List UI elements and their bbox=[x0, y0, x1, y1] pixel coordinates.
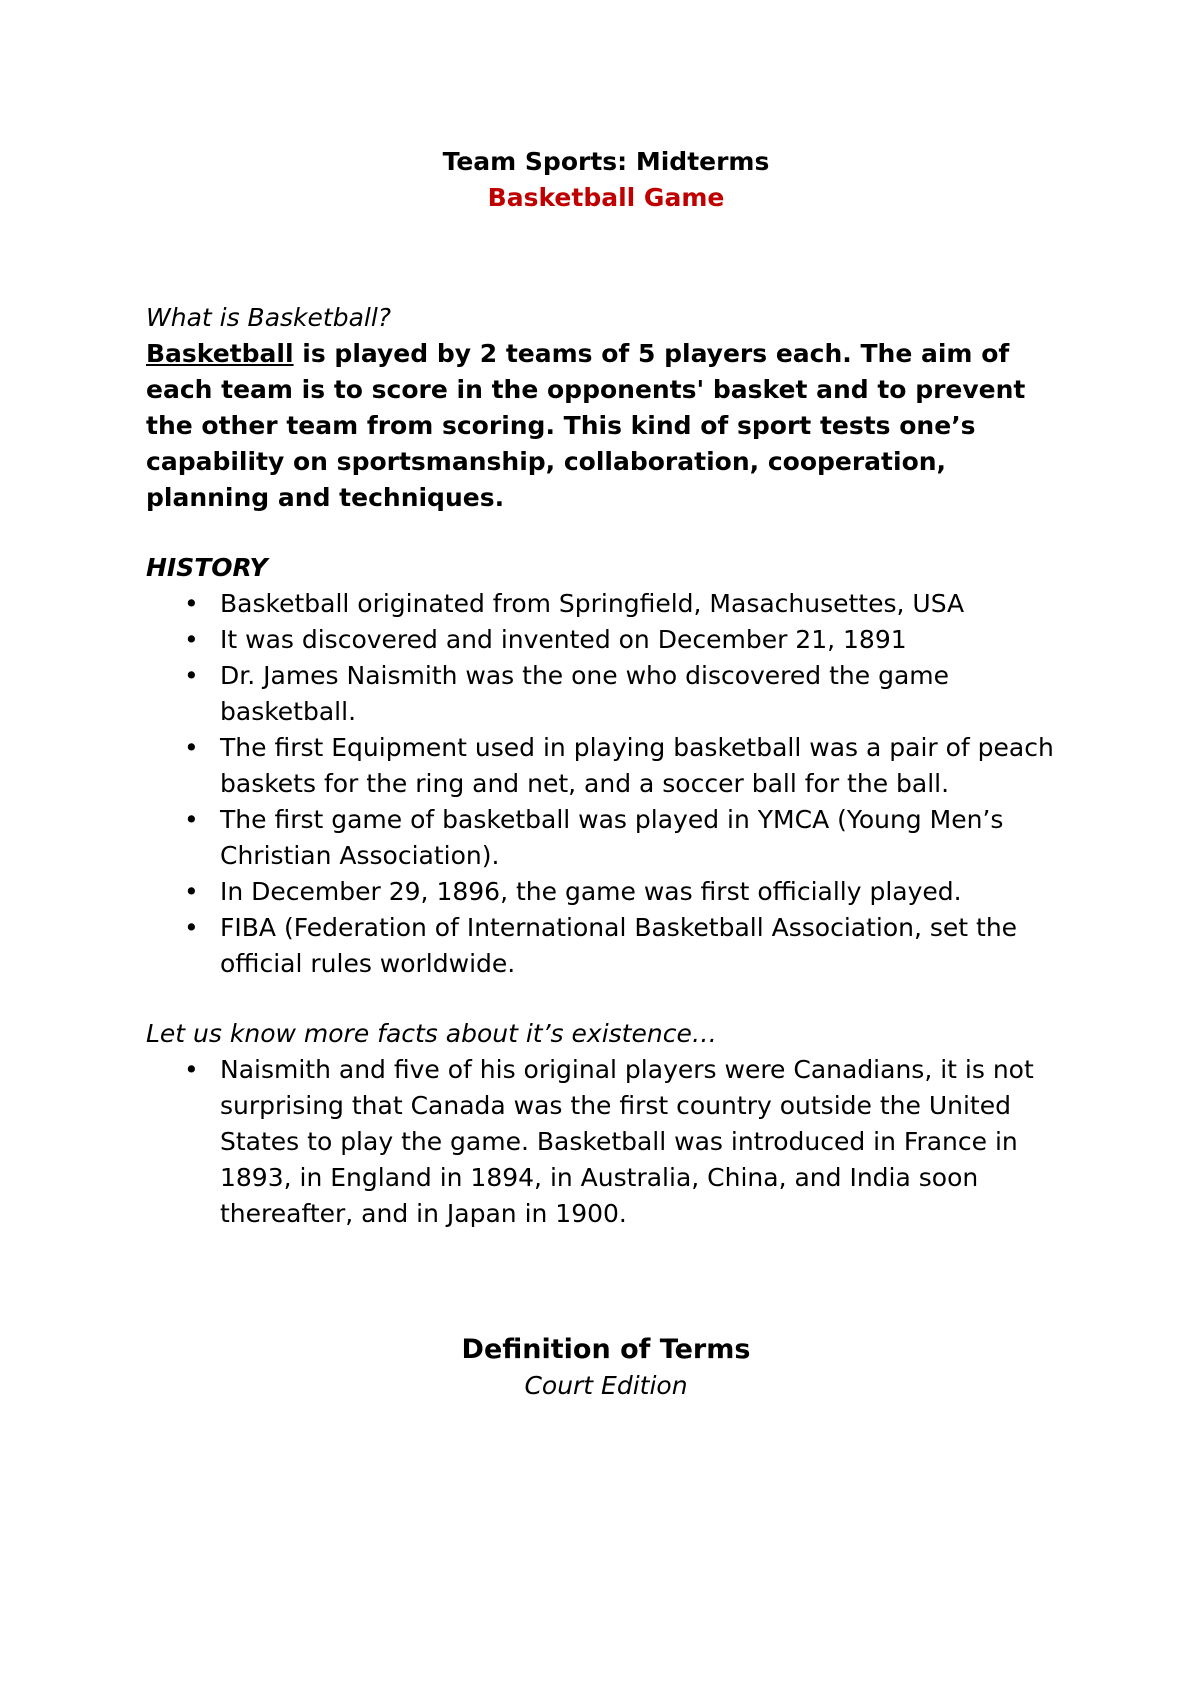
terms-section bbox=[146, 1332, 1066, 1404]
intro-question: What is Basketball? bbox=[146, 303, 392, 332]
intro-term: Basketball bbox=[146, 339, 294, 368]
history-item: • The first game of basketball was played in YMCA (Young Men’s Christian Association). bbox=[146, 802, 1070, 874]
history-item: • In December 29, 1896, the game was first officially played. bbox=[146, 874, 1070, 910]
document-page bbox=[146, 144, 1066, 1404]
history-item: • It was discovered and invented on December 21, 1891 bbox=[146, 622, 1070, 658]
intro-section bbox=[146, 300, 1066, 516]
history-item: • The first Equipment used in playing basketball was a pair of peach baskets for the ring and net, and a soccer ball for the ball. bbox=[146, 730, 1070, 802]
bullet-icon: • bbox=[184, 805, 199, 834]
facts-list bbox=[146, 1052, 1066, 1232]
intro-definition bbox=[146, 336, 1066, 516]
bullet-icon: • bbox=[184, 733, 199, 762]
bullet-icon: • bbox=[184, 625, 199, 654]
history-item: • Dr. James Naismith was the one who discovered the game basketball. bbox=[146, 658, 1070, 730]
bullet-icon: • bbox=[184, 913, 199, 942]
document-header bbox=[146, 144, 1066, 216]
history-item: • FIBA (Federation of International Basketball Association, set the official rules worldwide. bbox=[146, 910, 1070, 982]
bullet-icon: • bbox=[184, 877, 199, 906]
terms-subtitle: Court Edition bbox=[524, 1371, 688, 1400]
history-heading: HISTORY bbox=[146, 553, 268, 582]
facts-section bbox=[146, 1016, 1066, 1232]
history-item: • Basketball originated from Springfield, Masachusettes, USA bbox=[146, 586, 1070, 622]
document-title: Team Sports: Midterms bbox=[442, 147, 770, 176]
intro-definition-text: is played by 2 teams of 5 players each. The aim of each team is to score in the opponents' basket and to prevent the other team from scoring. This kind of sport tests one’s capability on sportsmanship, collaboration, cooperation, planning and techniques. bbox=[146, 339, 1026, 512]
bullet-icon: • bbox=[184, 589, 199, 618]
terms-title: Definition of Terms bbox=[461, 1334, 751, 1365]
bullet-icon: • bbox=[184, 1055, 199, 1084]
facts-item: • Naismith and five of his original players were Canadians, it is not surprising that Canada was the first country outside the United States to play the game. Basketball was introduced in France in 1893, in England in 1894, in Australia, China, and India soon thereafter, and in Japan in 1900. bbox=[146, 1052, 1070, 1232]
history-section bbox=[146, 550, 1066, 982]
document-subtitle: Basketball Game bbox=[487, 183, 725, 212]
history-list bbox=[146, 586, 1066, 982]
bullet-icon: • bbox=[184, 661, 199, 690]
facts-heading: Let us know more facts about it’s existence… bbox=[146, 1019, 717, 1048]
